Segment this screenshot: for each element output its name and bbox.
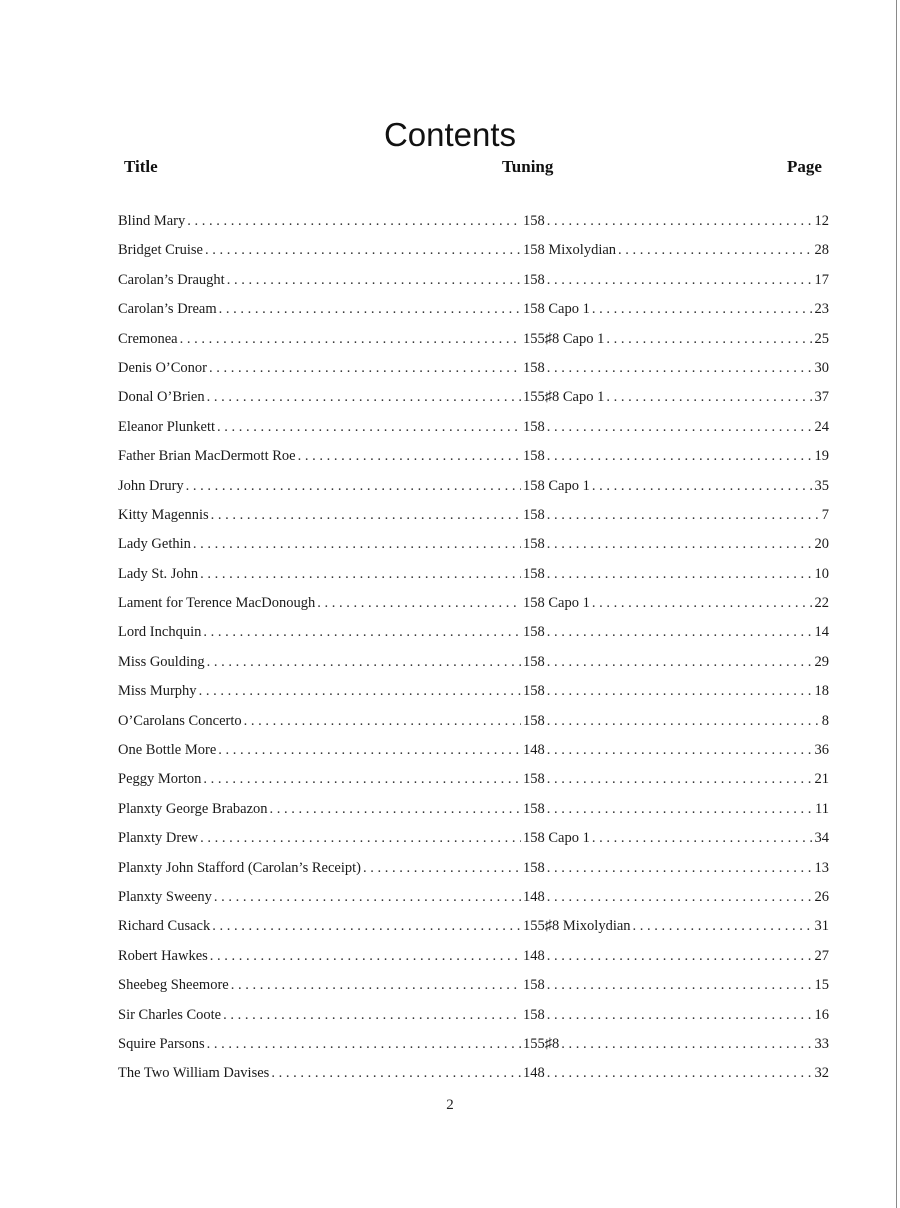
entry-tuning: 148 <box>523 888 545 905</box>
toc-entry[interactable] <box>118 560 829 589</box>
entry-tuning: 158 <box>523 653 545 670</box>
entry-title: Denis O’Conor <box>118 359 208 376</box>
entry-tuning: 158 <box>523 624 545 641</box>
toc-entry[interactable] <box>118 883 829 912</box>
dot-leader <box>223 1001 521 1030</box>
entry-title: Sheebeg Sheemore <box>118 977 229 994</box>
toc-entry[interactable] <box>118 472 829 501</box>
dot-leader <box>547 442 813 471</box>
entry-page-number: 7 <box>821 506 829 523</box>
entry-title: Miss Goulding <box>118 653 205 670</box>
dot-leader <box>547 354 813 383</box>
entry-title: Bridget Cruise <box>118 242 203 259</box>
dot-leader <box>207 1030 521 1059</box>
dot-leader <box>547 883 813 912</box>
entry-page-number: 27 <box>814 947 829 964</box>
entry-title: Richard Cusack <box>118 918 211 935</box>
entry-title: Lady St. John <box>118 565 199 582</box>
dot-leader <box>231 971 521 1000</box>
toc-entry[interactable] <box>118 1030 829 1059</box>
dot-leader <box>205 236 521 265</box>
entry-tuning: 158 <box>523 506 545 523</box>
toc-entry[interactable] <box>118 854 829 883</box>
toc-entry[interactable] <box>118 736 829 765</box>
entry-title: Peggy Morton <box>118 771 202 788</box>
column-header-title: Title <box>124 157 158 176</box>
entry-page-number: 31 <box>814 918 829 935</box>
entry-tuning: 158 <box>523 771 545 788</box>
dot-leader <box>592 295 813 324</box>
entry-title: Lord Inchquin <box>118 624 202 641</box>
dot-leader <box>207 648 521 677</box>
toc-entry[interactable] <box>118 207 829 236</box>
dot-leader <box>547 207 813 236</box>
dot-leader <box>547 736 813 765</box>
entry-title: Squire Parsons <box>118 1035 205 1052</box>
entry-page-number: 32 <box>814 1065 829 1082</box>
entry-tuning: 158 <box>523 712 545 729</box>
entry-tuning: 158 Mixolydian <box>523 242 617 259</box>
entry-tuning: 158 <box>523 977 545 994</box>
dot-leader <box>271 1059 521 1088</box>
dot-leader <box>592 472 813 501</box>
dot-leader <box>212 912 521 941</box>
entry-title: Donal O’Brien <box>118 389 205 406</box>
toc-entry[interactable] <box>118 648 829 677</box>
entry-title: Lament for Terence MacDonough <box>118 595 316 612</box>
entry-tuning: 158 <box>523 271 545 288</box>
entry-title: Kitty Magennis <box>118 506 209 523</box>
dot-leader <box>547 795 813 824</box>
entry-page-number: 17 <box>814 271 829 288</box>
entry-title: Robert Hawkes <box>118 947 208 964</box>
dot-leader <box>592 824 813 853</box>
dot-leader <box>547 648 813 677</box>
toc-entry[interactable] <box>118 707 829 736</box>
toc-entry[interactable] <box>118 413 829 442</box>
toc-entry[interactable] <box>118 442 829 471</box>
toc-entry[interactable] <box>118 942 829 971</box>
dot-leader <box>547 266 813 295</box>
entry-tuning: 158 <box>523 418 545 435</box>
entry-title: The Two William Davises <box>118 1065 270 1082</box>
entry-tuning: 158 <box>523 859 545 876</box>
entry-page-number: 22 <box>814 595 829 612</box>
entry-page-number: 15 <box>814 977 829 994</box>
dot-leader <box>561 1030 812 1059</box>
entry-title: Planxty Sweeny <box>118 888 212 905</box>
page-title: Contents <box>383 116 517 154</box>
entry-tuning: 158 <box>523 800 545 817</box>
dot-leader <box>244 707 521 736</box>
contents-list <box>118 207 829 1089</box>
entry-page-number: 16 <box>814 1006 829 1023</box>
toc-entry[interactable] <box>118 618 829 647</box>
entry-page-number: 33 <box>814 1035 829 1052</box>
page-edge-rule <box>896 0 897 1208</box>
toc-entry[interactable] <box>118 677 829 706</box>
toc-entry[interactable] <box>118 1059 829 1088</box>
entry-tuning: 148 <box>523 1065 545 1082</box>
entry-title: Planxty John Stafford (Carolan’s Receipt) <box>118 859 361 876</box>
entry-tuning: 158 <box>523 213 545 229</box>
dot-leader <box>547 1059 813 1088</box>
entry-title: Miss Murphy <box>118 683 197 700</box>
dot-leader <box>200 560 521 589</box>
dot-leader <box>186 472 521 501</box>
dot-leader <box>547 765 813 794</box>
column-header-tuning: Tuning <box>502 157 554 176</box>
dot-leader <box>203 618 521 647</box>
dot-leader <box>218 736 521 765</box>
entry-title: Carolan’s Dream <box>118 301 217 318</box>
entry-title: Planxty Drew <box>118 830 199 847</box>
page-footer-number: 2 <box>446 1097 454 1113</box>
dot-leader <box>209 354 521 383</box>
entry-title: Sir Charles Coote <box>118 1006 222 1023</box>
toc-entry[interactable] <box>118 530 829 559</box>
dot-leader <box>547 530 813 559</box>
entry-title: Blind Mary <box>118 213 186 229</box>
entry-tuning: 155♯8 Capo 1 <box>523 330 605 347</box>
dot-leader <box>618 236 812 265</box>
entry-page-number: 20 <box>814 536 829 553</box>
entry-page-number: 8 <box>821 712 829 729</box>
entry-page-number: 37 <box>814 389 829 406</box>
entry-page-number: 10 <box>814 565 829 582</box>
toc-entry[interactable] <box>118 795 829 824</box>
entry-tuning: 158 <box>523 536 545 553</box>
entry-page-number: 34 <box>814 830 829 847</box>
entry-tuning: 158 Capo 1 <box>523 301 590 318</box>
entry-page-number: 28 <box>814 242 829 259</box>
dot-leader <box>211 501 521 530</box>
toc-entry[interactable] <box>118 1001 829 1030</box>
dot-leader <box>180 325 521 354</box>
dot-leader <box>363 854 521 883</box>
dot-leader <box>227 266 521 295</box>
dot-leader <box>547 707 820 736</box>
toc-entry[interactable] <box>118 236 829 265</box>
entry-page-number: 25 <box>814 330 829 347</box>
toc-entry[interactable] <box>118 765 829 794</box>
entry-title: Eleanor Plunkett <box>118 418 216 435</box>
entry-page-number: 12 <box>814 213 829 229</box>
entry-title: Father Brian MacDermott Roe <box>118 448 296 465</box>
dot-leader <box>547 854 813 883</box>
entry-page-number: 18 <box>814 683 829 700</box>
entry-tuning: 155♯8 <box>523 1035 560 1052</box>
entry-tuning: 158 <box>523 683 545 700</box>
dot-leader <box>547 413 813 442</box>
dot-leader <box>200 824 521 853</box>
entry-tuning: 158 Capo 1 <box>523 595 590 612</box>
toc-entry[interactable] <box>118 266 829 295</box>
entry-page-number: 36 <box>814 742 829 759</box>
toc-entry[interactable] <box>118 383 829 412</box>
entry-page-number: 13 <box>814 859 829 876</box>
entry-page-number: 35 <box>814 477 829 494</box>
entry-title: Lady Gethin <box>118 536 191 553</box>
toc-entry[interactable] <box>118 354 829 383</box>
dot-leader <box>214 883 521 912</box>
toc-entry[interactable] <box>118 295 829 324</box>
toc-entry[interactable] <box>118 971 829 1000</box>
entry-tuning: 158 <box>523 448 545 465</box>
entry-page-number: 14 <box>814 624 829 641</box>
dot-leader <box>592 589 813 618</box>
dot-leader <box>547 560 813 589</box>
dot-leader <box>547 1001 813 1030</box>
dot-leader <box>547 618 813 647</box>
toc-entry[interactable] <box>118 325 829 354</box>
entry-page-number: 23 <box>814 301 829 318</box>
dot-leader <box>298 442 521 471</box>
dot-leader <box>547 971 813 1000</box>
dot-leader <box>219 295 521 324</box>
entry-title: One Bottle More <box>118 742 217 759</box>
entry-title: Cremonea <box>118 330 178 347</box>
entry-tuning: 155♯8 Capo 1 <box>523 389 605 406</box>
dot-leader <box>606 325 812 354</box>
dot-leader <box>633 912 813 941</box>
entry-tuning: 158 Capo 1 <box>523 830 590 847</box>
entry-tuning: 148 <box>523 742 545 759</box>
column-header-page: Page <box>787 157 822 176</box>
dot-leader <box>203 765 521 794</box>
entry-title: O’Carolans Concerto <box>118 712 242 729</box>
entry-tuning: 148 <box>523 947 545 964</box>
entry-title: Planxty George Brabazon <box>118 800 268 817</box>
dot-leader <box>606 383 812 412</box>
toc-entry[interactable] <box>118 912 829 941</box>
dot-leader <box>270 795 521 824</box>
dot-leader <box>187 207 521 236</box>
entry-page-number: 26 <box>814 888 829 905</box>
toc-entry[interactable] <box>118 589 829 618</box>
dot-leader <box>193 530 521 559</box>
entry-tuning: 155♯8 Mixolydian <box>523 918 631 935</box>
entry-tuning: 158 <box>523 1006 545 1023</box>
entry-page-number: 21 <box>814 771 829 788</box>
dot-leader <box>199 677 521 706</box>
entry-page-number: 30 <box>814 359 829 376</box>
entry-page-number: 19 <box>814 448 829 465</box>
toc-entry[interactable] <box>118 501 829 530</box>
entry-title: Carolan’s Draught <box>118 271 225 288</box>
dot-leader <box>207 383 521 412</box>
entry-page-number: 24 <box>814 418 829 435</box>
entry-title: John Drury <box>118 477 184 494</box>
toc-entry[interactable] <box>118 824 829 853</box>
dot-leader <box>547 677 813 706</box>
entry-page-number: 11 <box>815 800 829 817</box>
dot-leader <box>210 942 521 971</box>
entry-tuning: 158 <box>523 565 545 582</box>
dot-leader <box>547 942 813 971</box>
dot-leader <box>317 589 521 618</box>
entry-tuning: 158 Capo 1 <box>523 477 590 494</box>
entry-page-number: 29 <box>814 653 829 670</box>
entry-tuning: 158 <box>523 359 545 376</box>
dot-leader <box>547 501 820 530</box>
dot-leader <box>217 413 521 442</box>
